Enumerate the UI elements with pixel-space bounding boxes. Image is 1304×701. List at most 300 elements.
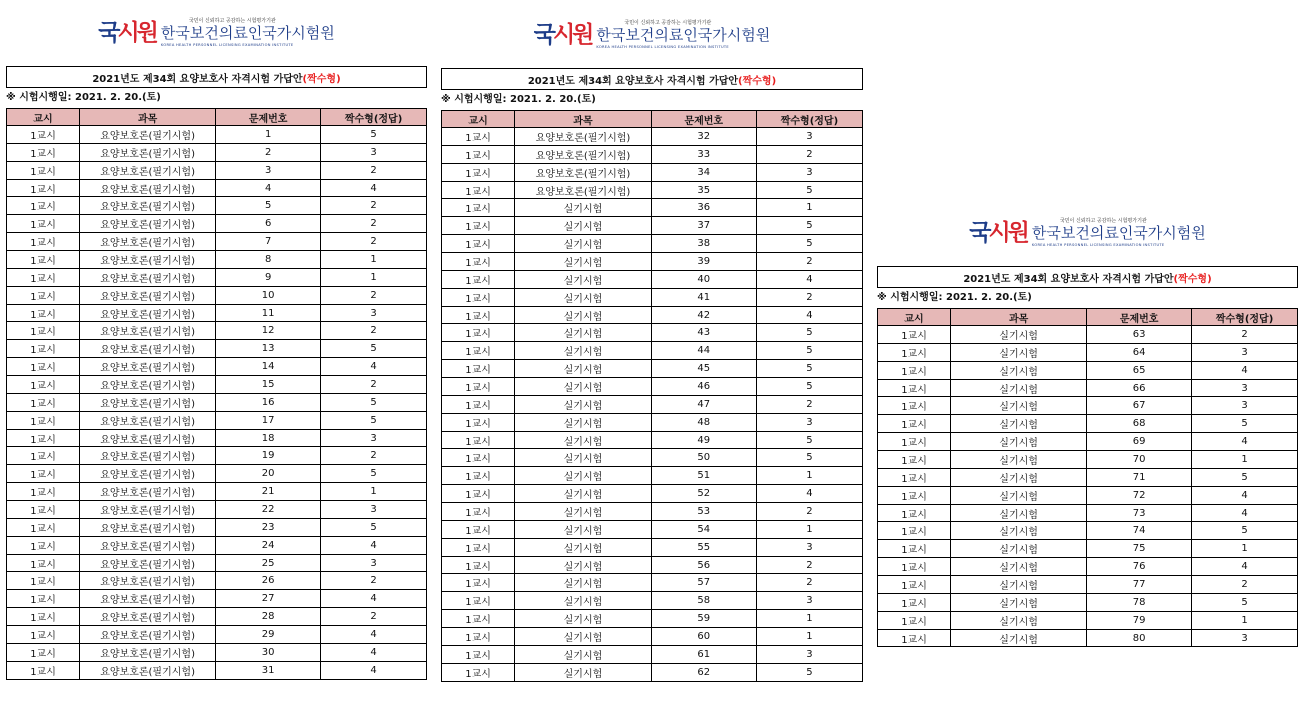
cell-period: 1교시 bbox=[442, 360, 515, 378]
cell-answer: 2 bbox=[321, 322, 427, 340]
cell-period: 1교시 bbox=[7, 518, 80, 536]
cell-period: 1교시 bbox=[878, 629, 951, 647]
cell-subject: 실기시험 bbox=[951, 433, 1087, 451]
cell-period: 1교시 bbox=[442, 128, 515, 146]
cell-question-no: 42 bbox=[651, 306, 756, 324]
cell-question-no: 21 bbox=[216, 483, 321, 501]
cell-answer: 5 bbox=[756, 449, 862, 467]
cell-question-no: 5 bbox=[216, 197, 321, 215]
cell-period: 1교시 bbox=[878, 593, 951, 611]
cell-period: 1교시 bbox=[7, 536, 80, 554]
table-row bbox=[7, 286, 427, 304]
cell-answer: 4 bbox=[321, 536, 427, 554]
exam-date: ※ 시험시행일: 2021. 2. 20.(토) bbox=[6, 92, 161, 103]
table-row bbox=[7, 483, 427, 501]
cell-question-no: 18 bbox=[216, 429, 321, 447]
cell-period: 1교시 bbox=[442, 485, 515, 503]
cell-answer: 3 bbox=[756, 163, 862, 181]
table-row bbox=[442, 253, 863, 271]
cell-period: 1교시 bbox=[878, 379, 951, 397]
header-question-no: 문제번호 bbox=[1087, 309, 1192, 326]
table-row bbox=[7, 518, 427, 536]
cell-answer: 3 bbox=[1192, 343, 1298, 361]
cell-period: 1교시 bbox=[7, 179, 80, 197]
table-row bbox=[7, 233, 427, 251]
logo-mark-icon: 국시원 bbox=[533, 21, 592, 48]
cell-period: 1교시 bbox=[7, 643, 80, 661]
cell-question-no: 30 bbox=[216, 643, 321, 661]
cell-answer: 4 bbox=[1192, 504, 1298, 522]
cell-subject: 실기시험 bbox=[515, 431, 651, 449]
cell-question-no: 23 bbox=[216, 518, 321, 536]
cell-subject: 실기시험 bbox=[951, 504, 1087, 522]
cell-answer: 5 bbox=[321, 518, 427, 536]
logo-english-name: KOREA HEALTH PERSONNEL LICENSING EXAMINATION INSTITUTE bbox=[1031, 243, 1165, 247]
cell-subject: 요양보호론(필기시험) bbox=[80, 393, 216, 411]
cell-subject: 실기시험 bbox=[515, 395, 651, 413]
cell-question-no: 58 bbox=[651, 592, 756, 610]
table-row bbox=[7, 643, 427, 661]
cell-period: 1교시 bbox=[7, 661, 80, 679]
header-period: 교시 bbox=[878, 309, 951, 326]
answer-table bbox=[6, 108, 427, 680]
cell-question-no: 67 bbox=[1087, 397, 1192, 415]
cell-subject: 실기시험 bbox=[515, 449, 651, 467]
cell-period: 1교시 bbox=[7, 447, 80, 465]
cell-answer: 1 bbox=[756, 199, 862, 217]
cell-answer: 2 bbox=[1192, 326, 1298, 344]
cell-question-no: 74 bbox=[1087, 522, 1192, 540]
cell-answer: 1 bbox=[321, 483, 427, 501]
table-row bbox=[7, 161, 427, 179]
cell-question-no: 65 bbox=[1087, 361, 1192, 379]
cell-answer: 5 bbox=[756, 217, 862, 235]
header-question-no: 문제번호 bbox=[216, 109, 321, 126]
cell-period: 1교시 bbox=[442, 199, 515, 217]
cell-subject: 실기시험 bbox=[515, 288, 651, 306]
cell-question-no: 76 bbox=[1087, 558, 1192, 576]
cell-subject: 실기시험 bbox=[515, 485, 651, 503]
table-row bbox=[7, 465, 427, 483]
cell-period: 1교시 bbox=[442, 235, 515, 253]
table-row bbox=[442, 467, 863, 485]
cell-subject: 요양보호론(필기시험) bbox=[515, 163, 651, 181]
cell-period: 1교시 bbox=[442, 610, 515, 628]
cell-period: 1교시 bbox=[442, 378, 515, 396]
cell-subject: 요양보호론(필기시험) bbox=[80, 179, 216, 197]
cell-period: 1교시 bbox=[442, 431, 515, 449]
cell-period: 1교시 bbox=[442, 449, 515, 467]
table-row bbox=[7, 251, 427, 269]
cell-subject: 실기시험 bbox=[515, 538, 651, 556]
table-row bbox=[442, 342, 863, 360]
header-answer: 짝수형(정답) bbox=[1192, 309, 1298, 326]
header-question-no: 문제번호 bbox=[651, 111, 756, 128]
cell-subject: 요양보호론(필기시험) bbox=[515, 181, 651, 199]
header-subject: 과목 bbox=[515, 111, 651, 128]
cell-answer: 2 bbox=[321, 161, 427, 179]
cell-period: 1교시 bbox=[7, 376, 80, 394]
cell-question-no: 9 bbox=[216, 268, 321, 286]
cell-answer: 5 bbox=[756, 663, 862, 681]
cell-question-no: 3 bbox=[216, 161, 321, 179]
cell-subject: 요양보호론(필기시험) bbox=[80, 411, 216, 429]
cell-question-no: 27 bbox=[216, 590, 321, 608]
cell-subject: 실기시험 bbox=[951, 540, 1087, 558]
cell-answer: 3 bbox=[1192, 397, 1298, 415]
cell-question-no: 73 bbox=[1087, 504, 1192, 522]
cell-answer: 4 bbox=[1192, 486, 1298, 504]
cell-period: 1교시 bbox=[7, 161, 80, 179]
cell-period: 1교시 bbox=[7, 608, 80, 626]
cell-period: 1교시 bbox=[442, 145, 515, 163]
cell-period: 1교시 bbox=[7, 626, 80, 644]
cell-period: 1교시 bbox=[7, 572, 80, 590]
cell-answer: 4 bbox=[1192, 558, 1298, 576]
cell-subject: 실기시험 bbox=[951, 486, 1087, 504]
cell-question-no: 11 bbox=[216, 304, 321, 322]
cell-question-no: 16 bbox=[216, 393, 321, 411]
cell-period: 1교시 bbox=[442, 163, 515, 181]
cell-period: 1교시 bbox=[878, 451, 951, 469]
answer-table bbox=[877, 308, 1298, 647]
cell-question-no: 50 bbox=[651, 449, 756, 467]
cell-answer: 1 bbox=[321, 251, 427, 269]
cell-answer: 5 bbox=[321, 393, 427, 411]
cell-period: 1교시 bbox=[442, 628, 515, 646]
cell-answer: 2 bbox=[321, 286, 427, 304]
cell-subject: 실기시험 bbox=[951, 611, 1087, 629]
table-row bbox=[878, 611, 1298, 629]
cell-answer: 5 bbox=[756, 431, 862, 449]
cell-subject: 요양보호론(필기시험) bbox=[80, 340, 216, 358]
table-row bbox=[442, 520, 863, 538]
table-row bbox=[7, 126, 427, 144]
table-row bbox=[442, 163, 863, 181]
cell-question-no: 77 bbox=[1087, 576, 1192, 594]
cell-answer: 4 bbox=[321, 626, 427, 644]
cell-subject: 실기시험 bbox=[951, 415, 1087, 433]
table-row bbox=[7, 590, 427, 608]
cell-question-no: 35 bbox=[651, 181, 756, 199]
cell-subject: 요양보호론(필기시험) bbox=[80, 447, 216, 465]
table-row bbox=[7, 572, 427, 590]
cell-answer: 3 bbox=[756, 413, 862, 431]
cell-period: 1교시 bbox=[7, 590, 80, 608]
cell-subject: 요양보호론(필기시험) bbox=[80, 233, 216, 251]
cell-question-no: 46 bbox=[651, 378, 756, 396]
cell-subject: 요양보호론(필기시험) bbox=[80, 251, 216, 269]
table-row bbox=[878, 361, 1298, 379]
cell-period: 1교시 bbox=[442, 538, 515, 556]
table-row bbox=[878, 486, 1298, 504]
cell-answer: 5 bbox=[1192, 522, 1298, 540]
cell-subject: 요양보호론(필기시험) bbox=[80, 608, 216, 626]
cell-period: 1교시 bbox=[442, 663, 515, 681]
header-answer: 짝수형(정답) bbox=[321, 109, 427, 126]
cell-answer: 5 bbox=[756, 181, 862, 199]
cell-subject: 요양보호론(필기시험) bbox=[80, 483, 216, 501]
cell-question-no: 4 bbox=[216, 179, 321, 197]
cell-period: 1교시 bbox=[878, 576, 951, 594]
cell-subject: 실기시험 bbox=[515, 628, 651, 646]
cell-period: 1교시 bbox=[7, 304, 80, 322]
cell-period: 1교시 bbox=[442, 253, 515, 271]
cell-question-no: 63 bbox=[1087, 326, 1192, 344]
cell-answer: 3 bbox=[321, 429, 427, 447]
table-row bbox=[878, 343, 1298, 361]
cell-period: 1교시 bbox=[442, 217, 515, 235]
cell-period: 1교시 bbox=[878, 343, 951, 361]
cell-subject: 실기시험 bbox=[515, 592, 651, 610]
logo-slogan: 국민이 신뢰하고 공감하는 시험평가기관 bbox=[188, 18, 276, 24]
cell-answer: 5 bbox=[321, 126, 427, 144]
header-period: 교시 bbox=[442, 111, 515, 128]
cell-question-no: 39 bbox=[651, 253, 756, 271]
cell-answer: 2 bbox=[321, 608, 427, 626]
cell-subject: 요양보호론(필기시험) bbox=[80, 626, 216, 644]
cell-answer: 2 bbox=[756, 556, 862, 574]
cell-answer: 1 bbox=[756, 520, 862, 538]
answer-panel-1 bbox=[6, 8, 427, 680]
cell-subject: 요양보호론(필기시험) bbox=[80, 643, 216, 661]
cell-question-no: 10 bbox=[216, 286, 321, 304]
cell-subject: 요양보호론(필기시험) bbox=[80, 554, 216, 572]
cell-answer: 3 bbox=[756, 538, 862, 556]
cell-question-no: 7 bbox=[216, 233, 321, 251]
table-row bbox=[442, 181, 863, 199]
table-row bbox=[442, 413, 863, 431]
cell-period: 1교시 bbox=[442, 467, 515, 485]
cell-period: 1교시 bbox=[878, 611, 951, 629]
table-row bbox=[442, 199, 863, 217]
table-row bbox=[878, 593, 1298, 611]
cell-answer: 5 bbox=[321, 465, 427, 483]
logo-english-name: KOREA HEALTH PERSONNEL LICENSING EXAMINATION INSTITUTE bbox=[160, 43, 294, 47]
cell-answer: 2 bbox=[321, 215, 427, 233]
table-row bbox=[7, 197, 427, 215]
cell-question-no: 6 bbox=[216, 215, 321, 233]
cell-answer: 5 bbox=[756, 235, 862, 253]
cell-question-no: 72 bbox=[1087, 486, 1192, 504]
cell-subject: 실기시험 bbox=[515, 574, 651, 592]
cell-subject: 요양보호론(필기시험) bbox=[515, 128, 651, 146]
cell-question-no: 29 bbox=[216, 626, 321, 644]
cell-subject: 실기시험 bbox=[515, 520, 651, 538]
cell-subject: 실기시험 bbox=[951, 558, 1087, 576]
table-row bbox=[878, 433, 1298, 451]
answer-panel-2 bbox=[441, 10, 863, 682]
cell-period: 1교시 bbox=[7, 411, 80, 429]
cell-question-no: 40 bbox=[651, 270, 756, 288]
cell-question-no: 59 bbox=[651, 610, 756, 628]
cell-question-no: 80 bbox=[1087, 629, 1192, 647]
logo-slogan: 국민이 신뢰하고 공감하는 시험평가기관 bbox=[1059, 218, 1147, 224]
cell-answer: 4 bbox=[321, 643, 427, 661]
cell-answer: 1 bbox=[756, 628, 862, 646]
cell-question-no: 62 bbox=[651, 663, 756, 681]
table-row bbox=[7, 411, 427, 429]
cell-answer: 4 bbox=[1192, 433, 1298, 451]
cell-answer: 2 bbox=[756, 574, 862, 592]
institute-logo bbox=[441, 10, 863, 60]
cell-period: 1교시 bbox=[442, 270, 515, 288]
sheet-title: 2021년도 제34회 요양보호사 자격시험 가답안 (짝수형) bbox=[877, 266, 1298, 288]
sheet-title: 2021년도 제34회 요양보호사 자격시험 가답안 (짝수형) bbox=[441, 68, 863, 90]
table-row bbox=[7, 143, 427, 161]
cell-subject: 실기시험 bbox=[515, 342, 651, 360]
table-row bbox=[7, 501, 427, 519]
cell-question-no: 17 bbox=[216, 411, 321, 429]
cell-answer: 2 bbox=[756, 503, 862, 521]
cell-subject: 요양보호론(필기시험) bbox=[80, 572, 216, 590]
cell-answer: 3 bbox=[756, 592, 862, 610]
table-row bbox=[442, 485, 863, 503]
cell-period: 1교시 bbox=[442, 306, 515, 324]
cell-question-no: 19 bbox=[216, 447, 321, 465]
answer-panel-3 bbox=[877, 208, 1298, 647]
cell-subject: 실기시험 bbox=[515, 413, 651, 431]
table-row bbox=[442, 610, 863, 628]
table-row bbox=[878, 540, 1298, 558]
table-row bbox=[7, 429, 427, 447]
table-row bbox=[442, 306, 863, 324]
table-row bbox=[442, 449, 863, 467]
cell-subject: 요양보호론(필기시험) bbox=[80, 197, 216, 215]
logo-mark-icon: 국시원 bbox=[98, 19, 156, 46]
table-row bbox=[878, 379, 1298, 397]
cell-answer: 2 bbox=[321, 197, 427, 215]
cell-answer: 2 bbox=[756, 253, 862, 271]
cell-answer: 2 bbox=[756, 288, 862, 306]
cell-subject: 요양보호론(필기시험) bbox=[80, 268, 216, 286]
cell-subject: 실기시험 bbox=[515, 467, 651, 485]
cell-period: 1교시 bbox=[7, 429, 80, 447]
cell-subject: 요양보호론(필기시험) bbox=[80, 161, 216, 179]
table-row bbox=[7, 268, 427, 286]
cell-answer: 4 bbox=[756, 270, 862, 288]
cell-subject: 실기시험 bbox=[515, 270, 651, 288]
cell-answer: 3 bbox=[1192, 629, 1298, 647]
cell-period: 1교시 bbox=[442, 288, 515, 306]
table-row bbox=[878, 451, 1298, 469]
cell-subject: 실기시험 bbox=[515, 235, 651, 253]
cell-period: 1교시 bbox=[878, 522, 951, 540]
cell-answer: 4 bbox=[756, 485, 862, 503]
cell-period: 1교시 bbox=[878, 504, 951, 522]
table-row bbox=[878, 522, 1298, 540]
cell-question-no: 37 bbox=[651, 217, 756, 235]
cell-period: 1교시 bbox=[878, 558, 951, 576]
cell-question-no: 79 bbox=[1087, 611, 1192, 629]
cell-question-no: 33 bbox=[651, 145, 756, 163]
cell-question-no: 49 bbox=[651, 431, 756, 449]
cell-question-no: 36 bbox=[651, 199, 756, 217]
cell-subject: 실기시험 bbox=[515, 306, 651, 324]
table-row bbox=[7, 554, 427, 572]
cell-answer: 5 bbox=[1192, 593, 1298, 611]
cell-subject: 실기시험 bbox=[515, 610, 651, 628]
table-row bbox=[878, 576, 1298, 594]
cell-subject: 요양보호론(필기시험) bbox=[80, 143, 216, 161]
cell-question-no: 15 bbox=[216, 376, 321, 394]
cell-subject: 실기시험 bbox=[951, 361, 1087, 379]
table-row bbox=[442, 145, 863, 163]
cell-period: 1교시 bbox=[442, 413, 515, 431]
cell-subject: 요양보호론(필기시험) bbox=[80, 518, 216, 536]
cell-period: 1교시 bbox=[442, 181, 515, 199]
cell-answer: 2 bbox=[321, 233, 427, 251]
cell-period: 1교시 bbox=[442, 556, 515, 574]
cell-answer: 5 bbox=[1192, 415, 1298, 433]
cell-period: 1교시 bbox=[878, 468, 951, 486]
table-row bbox=[7, 215, 427, 233]
cell-answer: 1 bbox=[1192, 540, 1298, 558]
cell-period: 1교시 bbox=[7, 340, 80, 358]
cell-subject: 실기시험 bbox=[515, 503, 651, 521]
cell-period: 1교시 bbox=[7, 126, 80, 144]
table-row bbox=[442, 217, 863, 235]
cell-answer: 1 bbox=[1192, 611, 1298, 629]
table-row bbox=[442, 324, 863, 342]
cell-subject: 실기시험 bbox=[515, 324, 651, 342]
cell-period: 1교시 bbox=[7, 501, 80, 519]
table-row bbox=[7, 608, 427, 626]
cell-answer: 3 bbox=[321, 501, 427, 519]
cell-subject: 요양보호론(필기시험) bbox=[80, 286, 216, 304]
table-row bbox=[878, 415, 1298, 433]
cell-period: 1교시 bbox=[878, 361, 951, 379]
cell-answer: 5 bbox=[1192, 468, 1298, 486]
institute-logo bbox=[877, 208, 1298, 258]
cell-subject: 실기시험 bbox=[515, 360, 651, 378]
cell-period: 1교시 bbox=[442, 395, 515, 413]
cell-question-no: 66 bbox=[1087, 379, 1192, 397]
cell-period: 1교시 bbox=[878, 433, 951, 451]
cell-question-no: 78 bbox=[1087, 593, 1192, 611]
table-row bbox=[442, 395, 863, 413]
cell-answer: 2 bbox=[321, 447, 427, 465]
cell-answer: 4 bbox=[321, 358, 427, 376]
cell-period: 1교시 bbox=[442, 324, 515, 342]
cell-question-no: 26 bbox=[216, 572, 321, 590]
cell-question-no: 52 bbox=[651, 485, 756, 503]
cell-question-no: 25 bbox=[216, 554, 321, 572]
cell-period: 1교시 bbox=[7, 197, 80, 215]
cell-question-no: 41 bbox=[651, 288, 756, 306]
cell-subject: 요양보호론(필기시험) bbox=[80, 376, 216, 394]
cell-question-no: 45 bbox=[651, 360, 756, 378]
cell-answer: 1 bbox=[321, 268, 427, 286]
header-subject: 과목 bbox=[951, 309, 1087, 326]
cell-answer: 5 bbox=[756, 342, 862, 360]
cell-period: 1교시 bbox=[442, 520, 515, 538]
table-row bbox=[7, 322, 427, 340]
cell-period: 1교시 bbox=[878, 397, 951, 415]
cell-answer: 4 bbox=[321, 590, 427, 608]
table-row bbox=[442, 663, 863, 681]
cell-question-no: 13 bbox=[216, 340, 321, 358]
cell-period: 1교시 bbox=[442, 503, 515, 521]
table-row bbox=[878, 468, 1298, 486]
cell-subject: 실기시험 bbox=[951, 451, 1087, 469]
cell-subject: 실기시험 bbox=[515, 378, 651, 396]
cell-subject: 요양보호론(필기시험) bbox=[515, 145, 651, 163]
cell-question-no: 38 bbox=[651, 235, 756, 253]
logo-slogan: 국민이 신뢰하고 공감하는 시험평가기관 bbox=[624, 20, 712, 26]
cell-period: 1교시 bbox=[442, 645, 515, 663]
cell-answer: 2 bbox=[756, 145, 862, 163]
